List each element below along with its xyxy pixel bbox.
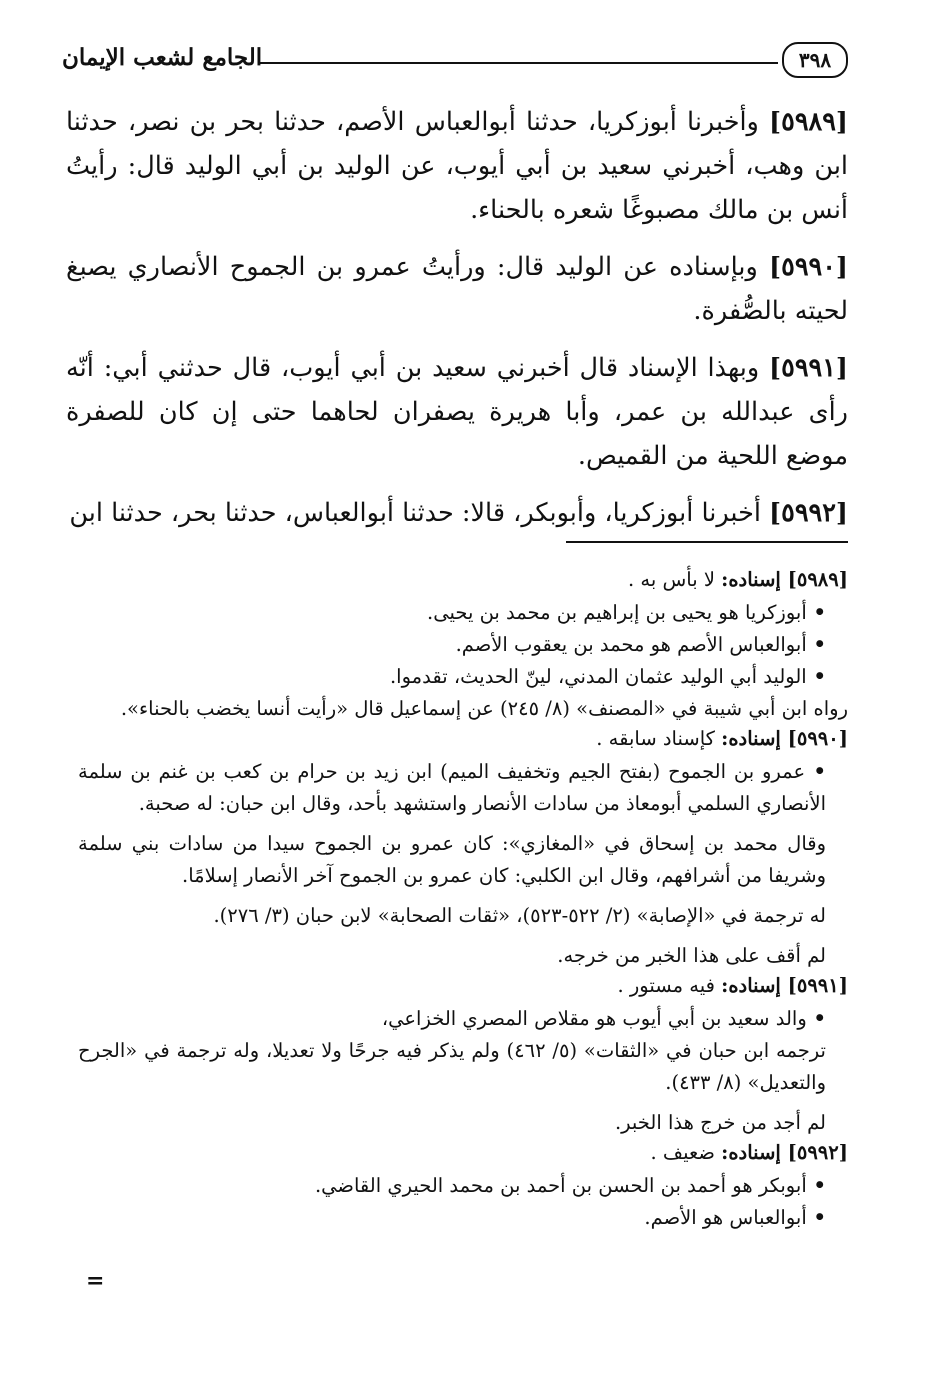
main-text [66,100,848,548]
footnote-bullet: • أبوزكريا هو يحيى بن إبراهيم بن محمد بن يحيى. [78,597,848,629]
hadith-text: أخبرنا أبوزكريا، وأبوبكر، قالا: حدثنا أبوالعباس، حدثنا بحر، حدثنا ابن [69,498,770,528]
hadith-5992 [66,491,848,535]
footnote-verdict: فيه مستور . [617,974,722,997]
footnote-label: إسناده: [721,1141,788,1164]
footnote-number: [٥٩٩٠] [787,727,848,750]
hadith-text: وأخبرنا أبوزكريا، حدثنا أبوالعباس الأصم، حدثنا بحر بن نصر، حدثنا ابن وهب، أخبرني سعيد بن أبي أيوب، عن الوليد بن أبي الوليد قال: رأيتُ أنس بن مالك مصبوغًا شعره بالحناء. [66,107,848,225]
hadith-number: [٥٩٩٢] [769,498,848,528]
footnote-bullet: • أبوبكر هو أحمد بن الحسن بن أحمد بن محمد الحيري القاضي. [78,1170,848,1202]
footnote-heading-5992 [78,1139,848,1167]
hadith-number: [٥٩٨٩] [769,107,848,137]
footnote-text: لم أجد من خرج هذا الخبر. [614,1111,826,1134]
footnote-text: له ترجمة في «الإصابة» (٢/ ٥٢٢-٥٢٣)، «ثقات الصحابة» لابن حبان (٣/ ٢٧٦). [213,904,826,927]
footnote-verdict: كإسناد سابقه . [596,727,722,750]
hadith-5991 [66,346,848,478]
footnote-heading-5991 [78,972,848,1000]
footnote-number: [٥٩٨٩] [787,568,848,591]
footnote-number: [٥٩٩٢] [787,1141,848,1164]
hadith-text: وبإسناده عن الوليد قال: ورأيتُ عمرو بن الجموح الأنصاري يصبغ لحيته بالصُّفرة. [66,252,848,326]
footnote-heading-5990 [78,725,848,753]
hadith-number: [٥٩٩١] [769,353,848,383]
footnote-label: إسناده: [721,727,788,750]
footnote-separator [566,541,848,543]
footnote-label: إسناده: [721,568,788,591]
footnote-verdict: ضعيف . [650,1141,722,1164]
hadith-number: [٥٩٩٠] [769,252,848,282]
footnote-heading-5989 [78,566,848,594]
footnote-bullet: • أبوالعباس الأصم هو محمد بن يعقوب الأصم. [78,629,848,661]
footnote-bullet: • أبوالعباس هو الأصم. [78,1202,848,1234]
page-header [62,38,848,86]
footnote-bullet: • الوليد أبي الوليد عثمان المدني، لينّ الحديث، تقدموا. [78,661,848,693]
footnote-label: إسناده: [721,974,788,997]
continuation-mark: = [86,1268,105,1294]
footnote-text: لم أقف على هذا الخبر من خرجه. [557,944,826,967]
footnote-text: ترجمه ابن حبان في «الثقات» (٥/ ٤٦٢) ولم يذكر فيه جرحًا ولا تعديلا، وله ترجمة في «الجرح والتعديل» (٨/ ٤٣٣). [78,1039,826,1094]
footnote-bullet: • والد سعيد بن أبي أيوب هو مقلاص المصري الخزاعي، [78,1003,848,1035]
footnote-number: [٥٩٩١] [787,974,848,997]
footnote-text: وقال محمد بن إسحاق في «المغازي»: كان عمرو بن الجموح سيدا من سادات بني سلمة وشريفا من أشرافهم، وقال ابن الكلبي: كان عمرو بن الجموح آخر الأنصار إسلامًا. [78,832,826,887]
hadith-5989 [66,100,848,232]
book-title: الجامع لشعب الإيمان [62,44,263,71]
page-number: ٣٩٨ [782,42,848,78]
hadith-5990 [66,245,848,333]
hadith-text: وبهذا الإسناد قال أخبرني سعيد بن أبي أيوب، قال حدثني أبي: أنّه رأى عبدالله بن عمر، وأبا هريرة يصفران لحاهما حتى إن كان للصفرة موضع اللحية من القميص. [66,353,848,471]
footnote-bullet: • عمرو بن الجموح (بفتح الجيم وتخفيف الميم) ابن زيد بن حرام بن كعب بن غنم بن سلمة الأنصاري السلمي أبومعاذ من سادات الأنصار واستشهد بأحد، وقال ابن حبان: له صحبة. [78,756,848,820]
header-rule [258,62,778,64]
footnote-text: رواه ابن أبي شيبة في «المصنف» (٨/ ٢٤٥) عن إسماعيل قال «رأيت أنسا يخضب بالحناء». [120,697,848,720]
footnotes [78,566,848,1234]
footnote-verdict: لا بأس به . [627,568,722,591]
